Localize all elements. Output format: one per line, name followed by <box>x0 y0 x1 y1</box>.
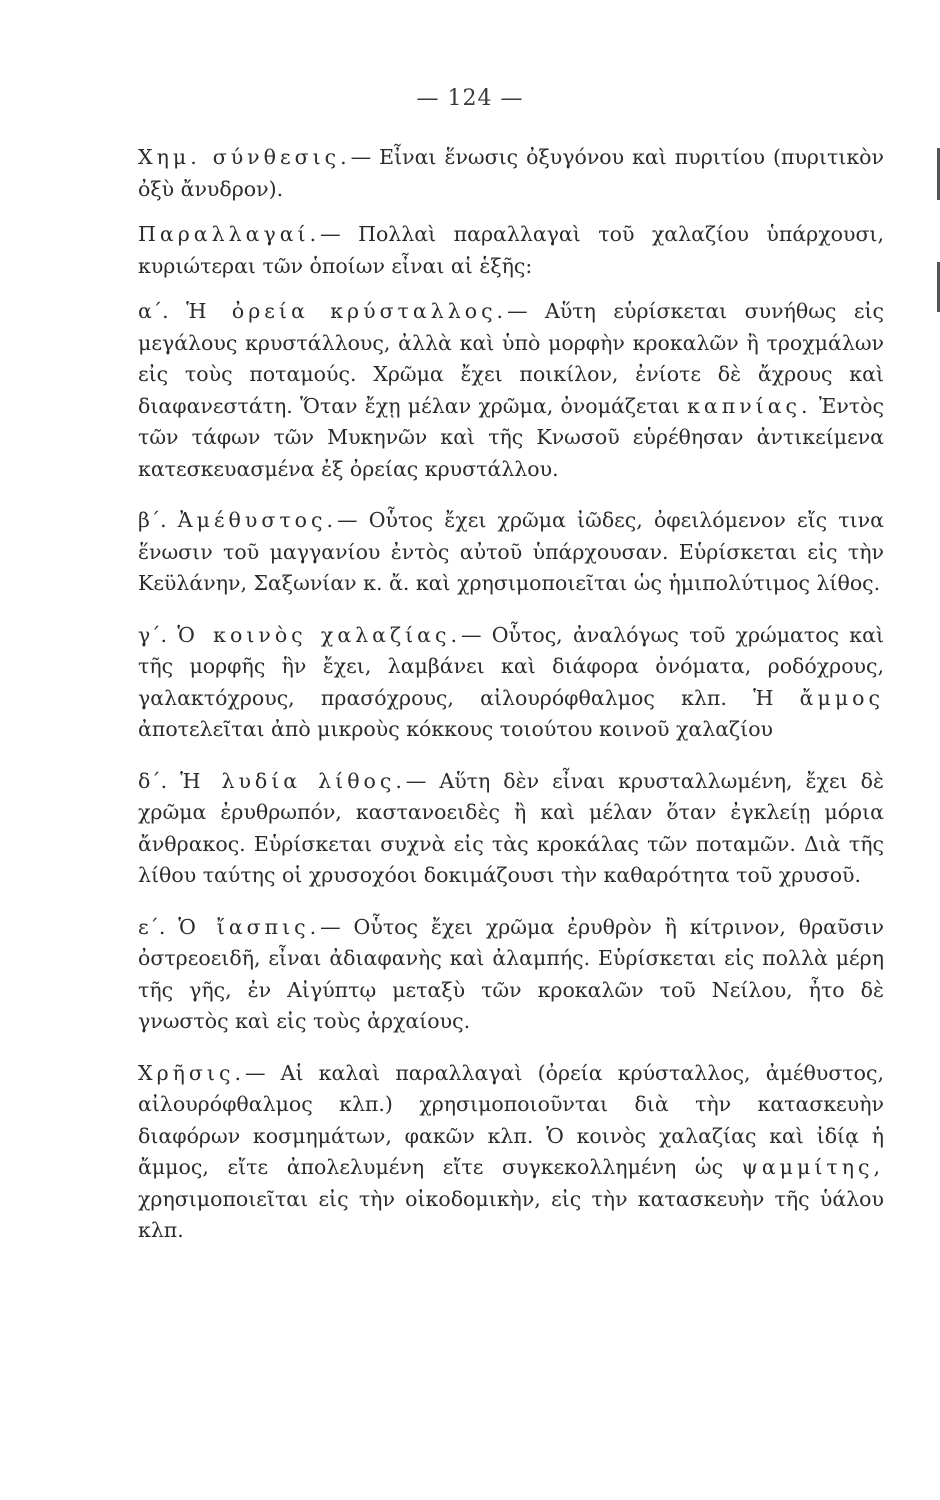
paragraph-text: χρησιμοποιεῖται εἰς τὴν οἰκοδομικὴν, εἰς τὴν κατασκευὴν τῆς ὑάλου κλπ. <box>138 1186 884 1242</box>
spaced-term: ἄμμος <box>799 685 884 710</box>
paragraph-rock-crystal <box>138 296 884 485</box>
spaced-term: Ὁ κοινὸς χαλαζίας. <box>177 622 461 647</box>
paragraph-chemical-composition <box>138 142 884 205</box>
paragraph-uses <box>138 1058 884 1247</box>
item-prefix: ε΄. <box>138 914 166 939</box>
spaced-term: Χρῆσις. <box>138 1060 245 1085</box>
paragraph-jasper <box>138 912 884 1038</box>
spaced-term: Ἡ λυδία λίθος. <box>180 768 406 793</box>
item-prefix: α΄. <box>138 299 169 323</box>
page-body <box>138 142 884 1247</box>
paragraph-lydian-stone <box>138 766 884 892</box>
paragraph-text: ἀποτελεῖται ἀπὸ μικροὺς κόκκους τοιούτου κοινοῦ χαλαζίου <box>138 717 774 741</box>
spaced-term: Ὁ ἴασπις. <box>178 914 321 939</box>
page-number: — 124 — <box>416 86 524 111</box>
spaced-term: Ἡ ὀρεία κρύσταλλος. <box>186 299 508 323</box>
spaced-term: Ἀμέθυστος. <box>177 508 338 532</box>
paragraph-text: — Εἶναι ἕνωσις ὀξυγόνου καὶ πυριτίου (πυριτικὸν ὀξὺ ἄνυδρον). <box>138 145 884 201</box>
paragraph-common-quartz <box>138 620 884 746</box>
spaced-term: καπνίας. <box>687 393 812 418</box>
item-prefix: γ΄. <box>138 622 168 647</box>
paragraph-amethyst <box>138 505 884 600</box>
spaced-term: Παραλλαγαί. <box>138 222 321 246</box>
paragraph-text: — Οὗτος, ἀναλόγως τοῦ χρώματος καὶ τῆς μορφῆς ἣν ἔχει, λαμβάνει καὶ διάφορα ὀνόματα, ροδόχρους, γαλακτόχρους, πρασόχρους, αἰλουρόφθαλμος κλπ. Ἡ <box>138 622 884 710</box>
spaced-term: Χημ. σύνθεσις. <box>138 145 351 169</box>
item-prefix: β΄. <box>138 508 167 532</box>
item-prefix: δ΄. <box>138 768 168 793</box>
paragraph-text: — Οὗτος ἔχει χρῶμα ἐρυθρὸν ἢ κίτρινον, θραῦσιν ὀστρεοειδῆ, εἶναι ἀδιαφανὴς καὶ ἀλαμπής. Εὑρίσκεται εἰς πολλὰ μέρη τῆς γῆς, ἐν Αἰγύπτῳ μεταξὺ τῶν κροκαλῶν τοῦ Νείλου, ἦτο δὲ γνωστὸς καὶ εἰς τοὺς ἀρχαίους. <box>138 914 884 1033</box>
paragraph-text: — Πολλαὶ παραλλαγαὶ τοῦ χαλαζίου ὑπάρχουσι, κυριώτεραι τῶν ὁποίων εἶναι αἱ ἑξῆς: <box>138 222 884 278</box>
spaced-term: ψαμμίτης, <box>741 1155 884 1179</box>
paragraph-text: — Οὗτος ἔχει χρῶμα ἰῶδες, ὀφειλόμενον εἴς τινα ἕνωσιν τοῦ μαγγανίου ἐντὸς αὐτοῦ ὑπάρχουσαν. Εὑρίσκεται εἰς τὴν Κεϋλάνην, Σαξωνίαν κ. ἄ. καὶ χρησιμοποιεῖται ὡς ἡμιπολύτιμος λίθος. <box>138 508 884 595</box>
paragraph-text: — Αὕτη δὲν εἶναι κρυσταλλωμένη, ἔχει δὲ χρῶμα ἐρυθρωπόν, καστανοειδὲς ἢ καὶ μέλαν ὅταν ἐγκλείῃ μόρια ἄνθρακος. Εὑρίσκεται συχνὰ εἰς τὰς κροκάλας τῶν ποταμῶν. Διὰ τῆς λίθου ταύτης οἱ χρυσοχόοι δοκιμάζουσι τὴν καθαρότητα τοῦ χρυσοῦ. <box>138 768 884 887</box>
paragraph-text: Ἐντὸς τῶν τάφων τῶν Μυκηνῶν καὶ τῆς Κνωσοῦ εὑρέθησαν ἀντικείμενα κατεσκευασμένα ἐξ ὀρείας κρυστάλλου. <box>138 393 884 481</box>
paragraph-text: — Αὕτη εὑρίσκεται συνήθως εἰς μεγάλους κρυστάλλους, ἀλλὰ καὶ ὑπὸ μορφὴν κροκαλῶν ἢ τροχμάλων εἰς τοὺς ποταμούς. Χρῶμα ἔχει ποικίλον, ἐνίοτε δὲ ἄχρους καὶ διαφανεστάτη. Ὅταν ἔχῃ μέλαν χρῶμα, ὀνομάζεται <box>138 299 884 418</box>
paragraph-text: — Αἱ καλαὶ παραλλαγαὶ (ὀρεία κρύσταλλος, ἀμέθυστος, αἰλουρόφθαλμος κλπ.) χρησιμοποιοῦνται διὰ τὴν κατασκευὴν διαφόρων κοσμημάτων, φακῶν κλπ. Ὁ κοινὸς χαλαζίας καὶ ἰδίᾳ ἡ ἄμμος, εἴτε ἀπολελυμένη εἴτε συγκεκολλημένη ὡς <box>138 1060 884 1179</box>
paragraph-varieties <box>138 219 884 282</box>
